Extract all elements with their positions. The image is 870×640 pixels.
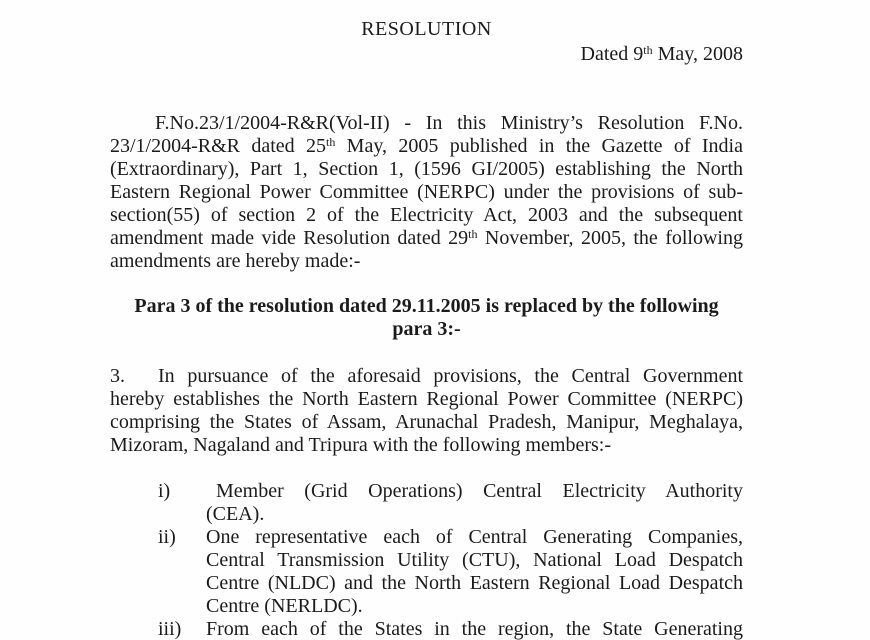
list-item-line: (CEA). xyxy=(206,503,265,525)
list-item-ii xyxy=(158,526,743,618)
heading-line: Para 3 of the resolution dated 29.11.2005 is replaced by the following xyxy=(134,295,719,317)
paragraph-3 xyxy=(110,365,743,457)
list-item-line: Centre (NERLDC). xyxy=(206,595,363,617)
paragraph-line: Eastern Regional Power Committee (NERPC) under the provisions of sub- xyxy=(110,181,743,203)
date-text-suffix: May, 2008 xyxy=(652,43,743,65)
members-list xyxy=(110,480,743,640)
heading-line: para 3:- xyxy=(392,318,461,340)
date-text: Dated 9 xyxy=(580,43,644,65)
paragraph-line: F.No.23/1/2004-R&R(Vol-II) - In this Ministry’s Resolution F.No. xyxy=(155,112,743,134)
document-title: RESOLUTION xyxy=(361,18,492,40)
ordinal-superscript: th xyxy=(326,135,336,149)
line-text: May, 2005 published in the Gazette of India xyxy=(335,135,743,157)
list-marker-iii: iii) xyxy=(158,618,182,640)
list-item-iii xyxy=(158,618,743,640)
list-item-line: One representative each of Central Generating Companies, xyxy=(206,526,743,548)
line-text: 23/1/2004-R&R dated 25 xyxy=(110,135,326,157)
date-line xyxy=(110,43,743,66)
replacement-heading xyxy=(110,295,743,341)
paragraph-line: section(55) of section 2 of the Electricity Act, 2003 and the subsequent xyxy=(110,204,743,226)
line-text: November, 2005, the following xyxy=(477,227,743,249)
paragraph-line: hereby establishes the North Eastern Regional Power Committee (NERPC) xyxy=(110,388,743,410)
ordinal-superscript: th xyxy=(468,227,478,241)
paragraph-line: comprising the States of Assam, Arunachal Pradesh, Manipur, Meghalaya, xyxy=(110,411,743,433)
paragraph-line: Mizoram, Nagaland and Tripura with the following members:- xyxy=(110,434,612,456)
paragraph-line xyxy=(110,227,743,250)
date-superscript: th xyxy=(643,43,653,57)
list-marker-ii: ii) xyxy=(158,526,176,548)
paragraph-line: amendments are hereby made:- xyxy=(110,250,361,272)
list-item-i xyxy=(158,480,743,526)
list-item-line: From each of the States in the region, the State Generating xyxy=(206,618,743,640)
line-text: In pursuance of the aforesaid provisions, the Central Government xyxy=(158,365,743,387)
paragraph-line xyxy=(110,135,743,158)
list-marker-i: i) xyxy=(158,480,171,502)
line-text: amendment made vide Resolution dated 29 xyxy=(110,227,469,249)
paragraph-number: 3. xyxy=(110,365,125,387)
list-item-line: Centre (NLDC) and the North Eastern Regional Load Despatch xyxy=(206,572,743,594)
list-item-line: Central Transmission Utility (CTU), National Load Despatch xyxy=(206,549,743,571)
list-item-line: Member (Grid Operations) Central Electricity Authority xyxy=(216,480,743,502)
paragraph-line: (Extraordinary), Part 1, Section 1, (1596 GI/2005) establishing the North xyxy=(110,158,743,180)
opening-paragraph xyxy=(110,112,743,273)
paragraph-line xyxy=(110,365,743,388)
